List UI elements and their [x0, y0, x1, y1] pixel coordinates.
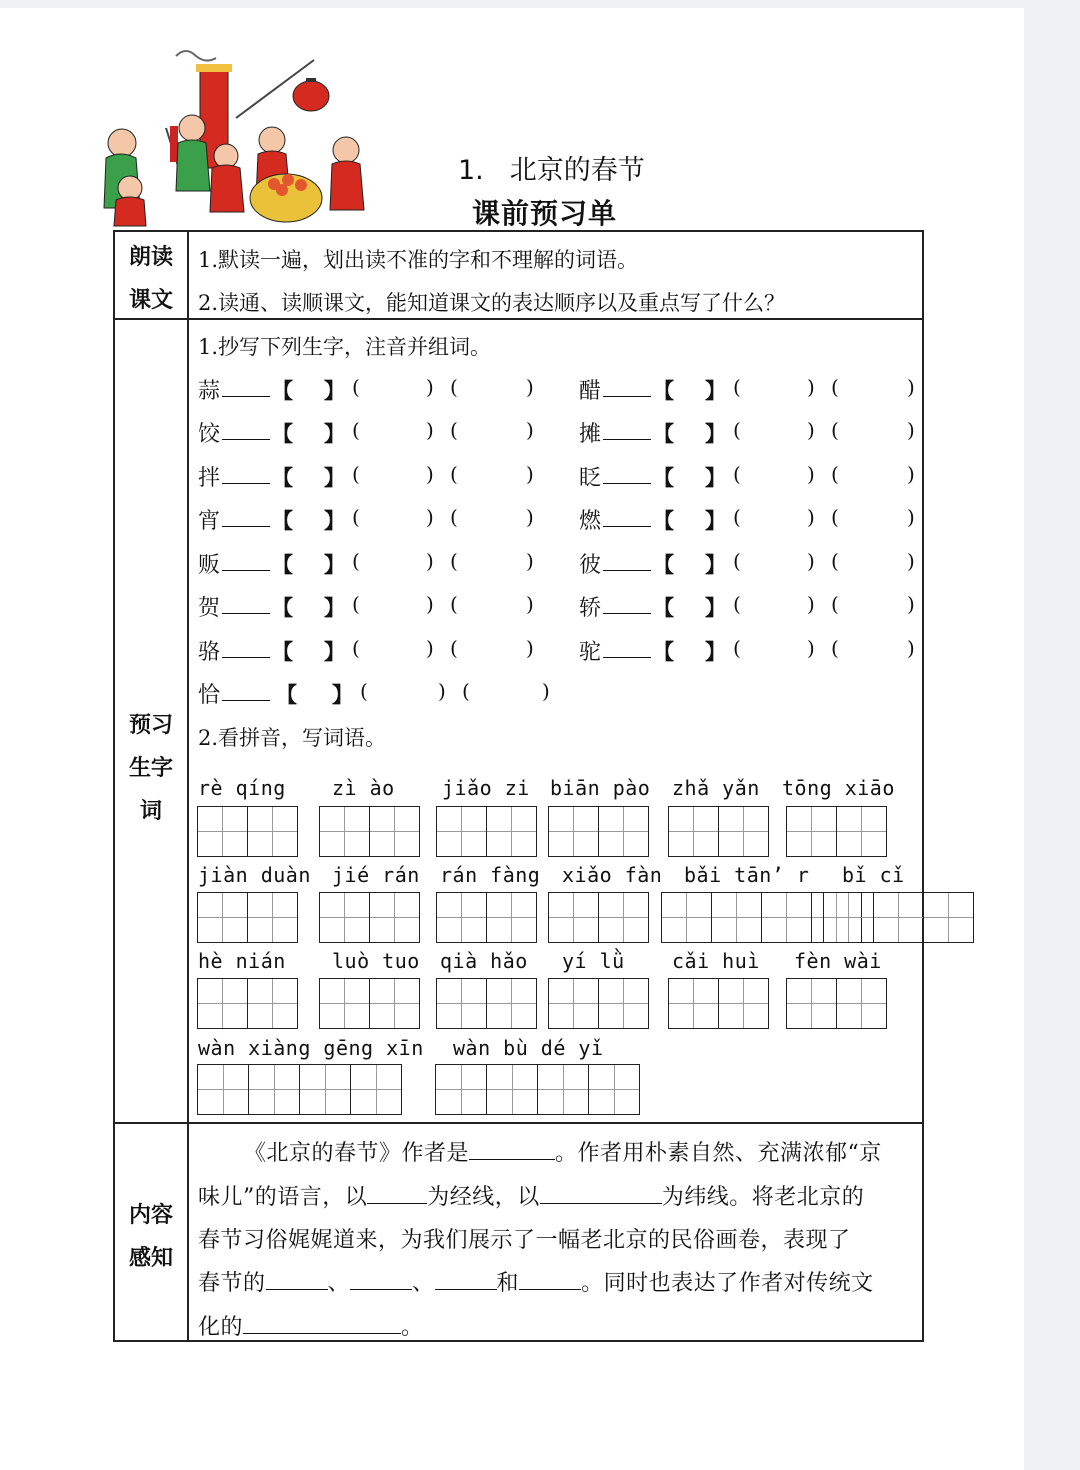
pinyin-prompt: luò tuo — [332, 949, 420, 973]
text-segment: 、 — [327, 1271, 351, 1296]
paren-open: ( — [733, 418, 741, 442]
bracket-close: 】 — [705, 552, 726, 577]
practice-character: 醋 — [579, 379, 602, 404]
bracket-close: 】 — [324, 421, 345, 446]
pinyin-prompt: hè nián — [198, 949, 286, 973]
practice-character: 燃 — [579, 509, 602, 534]
writing-cell[interactable] — [197, 806, 248, 857]
text-segment: 。 — [401, 1315, 424, 1340]
pinyin-blank[interactable] — [603, 439, 651, 440]
answer-blank[interactable] — [435, 1267, 497, 1290]
pinyin-blank[interactable] — [222, 396, 270, 397]
answer-blank[interactable] — [519, 1267, 581, 1290]
paren-close: ) — [907, 592, 915, 616]
content-section-label — [114, 1194, 188, 1280]
paren-open: ( — [831, 375, 839, 399]
pinyin-blank[interactable] — [222, 439, 270, 440]
bracket-close: 】 — [705, 595, 726, 620]
label-line: 感知 — [128, 1246, 173, 1271]
writing-grid[interactable] — [436, 892, 537, 943]
paren-close: ) — [426, 375, 434, 399]
paren-close: ) — [426, 462, 434, 486]
text-segment: 味儿”的语言，以 — [198, 1185, 368, 1210]
text-segment: 化的 — [198, 1315, 244, 1340]
answer-blank-weft[interactable] — [540, 1181, 662, 1204]
bracket-close: 】 — [324, 639, 345, 664]
pinyin-prompt: tōng xiāo — [782, 776, 895, 800]
pinyin-prompt: zì ào — [332, 776, 395, 800]
practice-character: 摊 — [579, 422, 602, 447]
lesson-number: 1. — [458, 155, 484, 186]
bracket-open: 【 — [653, 421, 674, 446]
bracket-open: 【 — [653, 639, 674, 664]
writing-cell[interactable] — [197, 892, 248, 943]
label-line: 预习 — [128, 713, 173, 738]
lesson-title — [458, 148, 645, 187]
reading-item-1: 1.默读一遍，划出读不准的字和不理解的词语。 — [198, 248, 639, 272]
pinyin-blank[interactable] — [222, 483, 270, 484]
practice-character: 恰 — [198, 683, 221, 708]
practice-character: 宵 — [198, 509, 221, 534]
bracket-open: 【 — [272, 639, 293, 664]
writing-cell[interactable] — [197, 1064, 249, 1115]
writing-grid[interactable] — [786, 806, 887, 857]
text-segment: 。同时也表达了作者对传统文 — [581, 1271, 874, 1296]
paren-close: ) — [526, 549, 534, 573]
practice-character: 贺 — [198, 596, 221, 621]
writing-cell[interactable] — [548, 978, 599, 1029]
writing-cell[interactable] — [598, 892, 649, 943]
writing-grid[interactable] — [436, 978, 537, 1029]
paren-open: ( — [450, 549, 458, 573]
writing-cell[interactable] — [486, 892, 537, 943]
writing-grid[interactable] — [197, 1064, 402, 1115]
paren-open: ( — [831, 592, 839, 616]
paren-close: ) — [807, 462, 815, 486]
pinyin-prompt: wàn xiàng gēng xīn — [198, 1036, 424, 1060]
paren-open: ( — [831, 462, 839, 486]
pinyin-prompt: yí lǜ — [562, 949, 625, 973]
writing-cell[interactable] — [836, 978, 887, 1029]
writing-cell[interactable] — [319, 978, 370, 1029]
paren-open: ( — [450, 462, 458, 486]
writing-cell[interactable] — [486, 806, 537, 857]
paren-open: ( — [733, 636, 741, 660]
pinyin-blank[interactable] — [222, 657, 270, 658]
paren-close: ) — [907, 418, 915, 442]
content-line-1 — [198, 1136, 882, 1167]
paren-close: ) — [907, 636, 915, 660]
paren-open: ( — [462, 679, 470, 703]
writing-cell[interactable] — [548, 892, 599, 943]
bracket-open: 【 — [272, 595, 293, 620]
writing-cell[interactable] — [436, 892, 487, 943]
paren-open: ( — [450, 418, 458, 442]
writing-cell[interactable] — [668, 978, 719, 1029]
bracket-close: 】 — [324, 465, 345, 490]
writing-cell[interactable] — [873, 892, 924, 943]
pinyin-blank[interactable] — [603, 570, 651, 571]
writing-cell[interactable] — [247, 892, 298, 943]
paren-open: ( — [831, 418, 839, 442]
label-line: 词 — [139, 799, 162, 824]
bracket-open: 【 — [653, 552, 674, 577]
paren-open: ( — [831, 549, 839, 573]
paren-close: ) — [907, 375, 915, 399]
paren-close: ) — [807, 418, 815, 442]
bracket-open: 【 — [272, 421, 293, 446]
bracket-open: 【 — [276, 682, 297, 707]
paren-open: ( — [352, 505, 360, 529]
writing-grid[interactable] — [319, 806, 420, 857]
pinyin-blank[interactable] — [222, 700, 270, 701]
writing-cell[interactable] — [436, 806, 487, 857]
paren-close: ) — [526, 375, 534, 399]
writing-cell[interactable] — [369, 806, 420, 857]
bracket-close: 】 — [705, 421, 726, 446]
paren-close: ) — [426, 549, 434, 573]
pinyin-prompt: xiǎo fàn — [562, 863, 663, 887]
paren-open: ( — [450, 636, 458, 660]
pinyin-prompt: biān pào — [550, 776, 651, 800]
bracket-open: 【 — [272, 378, 293, 403]
table-border-right — [922, 230, 924, 1342]
writing-cell[interactable] — [718, 978, 769, 1029]
writing-cell[interactable] — [486, 1064, 538, 1115]
writing-grid[interactable] — [435, 1064, 640, 1115]
writing-cell[interactable] — [369, 892, 420, 943]
bracket-close: 】 — [332, 682, 353, 707]
writing-cell[interactable] — [369, 978, 420, 1029]
paren-open: ( — [450, 375, 458, 399]
pinyin-prompt: zhǎ yǎn — [672, 776, 760, 800]
bracket-close: 】 — [705, 378, 726, 403]
practice-character: 拌 — [198, 466, 221, 491]
worksheet-page — [0, 8, 1024, 1470]
practice-character: 贩 — [198, 553, 221, 578]
label-line: 生字 — [128, 756, 173, 781]
writing-cell[interactable] — [248, 1064, 300, 1115]
writing-grid[interactable] — [823, 892, 974, 943]
paren-close: ) — [526, 418, 534, 442]
pinyin-prompt: wàn bù dé yǐ — [453, 1036, 604, 1060]
content-line-4 — [198, 1266, 874, 1297]
bracket-close: 】 — [705, 465, 726, 490]
text-segment: 为纬线。将老北京的 — [661, 1185, 865, 1210]
writing-grid[interactable] — [786, 978, 887, 1029]
paren-close: ) — [526, 462, 534, 486]
writing-grid[interactable] — [197, 978, 298, 1029]
content-line-3 — [198, 1223, 851, 1254]
pinyin-blank[interactable] — [603, 483, 651, 484]
paren-close: ) — [426, 592, 434, 616]
reading-section-label — [114, 236, 188, 322]
vocab-section-label — [114, 704, 188, 833]
pinyin-prompt: jié rán — [332, 863, 420, 887]
paren-open: ( — [450, 505, 458, 529]
paren-close: ) — [807, 636, 815, 660]
writing-cell[interactable] — [718, 806, 769, 857]
paren-open: ( — [352, 375, 360, 399]
writing-cell[interactable] — [319, 892, 370, 943]
lesson-title-text: 北京的春节 — [509, 155, 645, 186]
answer-blank-author[interactable] — [469, 1137, 555, 1160]
paren-open: ( — [450, 592, 458, 616]
paren-close: ) — [426, 418, 434, 442]
paren-open: ( — [733, 375, 741, 399]
paren-close: ) — [426, 636, 434, 660]
writing-grid[interactable] — [436, 806, 537, 857]
paren-open: ( — [352, 592, 360, 616]
bracket-close: 】 — [324, 552, 345, 577]
pinyin-prompt: jiàn duàn — [198, 863, 311, 887]
writing-cell[interactable] — [786, 978, 837, 1029]
pinyin-blank[interactable] — [222, 570, 270, 571]
writing-cell[interactable] — [197, 978, 248, 1029]
label-line: 内容 — [128, 1203, 173, 1228]
bracket-open: 【 — [272, 552, 293, 577]
pinyin-blank[interactable] — [603, 657, 651, 658]
practice-character: 眨 — [579, 466, 602, 491]
writing-cell[interactable] — [588, 1064, 640, 1115]
writing-cell[interactable] — [711, 892, 762, 943]
writing-grid[interactable] — [319, 892, 420, 943]
writing-cell[interactable] — [823, 892, 874, 943]
paren-open: ( — [733, 505, 741, 529]
paren-close: ) — [907, 462, 915, 486]
label-line: 课文 — [128, 288, 173, 313]
pinyin-prompt: jiǎo zi — [442, 776, 530, 800]
pinyin-prompt: rè qíng — [198, 776, 286, 800]
writing-cell[interactable] — [786, 806, 837, 857]
writing-cell[interactable] — [668, 806, 719, 857]
bracket-open: 【 — [272, 508, 293, 533]
paren-close: ) — [807, 592, 815, 616]
content-line-2 — [198, 1180, 864, 1211]
worksheet-subtitle: 课前预习单 — [472, 197, 618, 230]
pinyin-prompt: cǎi huì — [672, 949, 760, 973]
text-segment: 《北京的春节》作者是 — [244, 1141, 470, 1166]
writing-cell[interactable] — [319, 806, 370, 857]
writing-cell[interactable] — [299, 1064, 351, 1115]
content-line-5 — [198, 1310, 424, 1341]
writing-cell[interactable] — [598, 978, 649, 1029]
paren-close: ) — [426, 505, 434, 529]
text-segment: 和 — [496, 1271, 520, 1296]
pinyin-blank[interactable] — [222, 526, 270, 527]
table-border-top — [113, 230, 924, 232]
paren-open: ( — [360, 679, 368, 703]
text-segment: 为经线，以 — [427, 1185, 540, 1210]
pinyin-prompt: qià hǎo — [440, 949, 528, 973]
paren-close: ) — [907, 549, 915, 573]
pinyin-blank[interactable] — [603, 526, 651, 527]
pinyin-blank[interactable] — [603, 396, 651, 397]
practice-character: 蒜 — [198, 379, 221, 404]
writing-grid[interactable] — [668, 806, 769, 857]
bracket-open: 【 — [653, 465, 674, 490]
bracket-close: 】 — [705, 508, 726, 533]
writing-cell[interactable] — [548, 806, 599, 857]
table-row-divider — [113, 1122, 924, 1124]
practice-character: 骆 — [198, 640, 221, 665]
practice-character: 轿 — [579, 596, 602, 621]
paren-close: ) — [526, 636, 534, 660]
text-segment: 春节习俗娓娓道来，为我们展示了一幅老北京的民俗画卷，表现了 — [198, 1228, 851, 1253]
paren-open: ( — [733, 462, 741, 486]
writing-grid[interactable] — [548, 892, 649, 943]
paren-close: ) — [907, 505, 915, 529]
pinyin-prompt: bǐ cǐ — [842, 863, 905, 887]
writing-grid[interactable] — [668, 978, 769, 1029]
label-line: 朗读 — [128, 245, 173, 270]
bracket-open: 【 — [272, 465, 293, 490]
practice-character: 彼 — [579, 553, 602, 578]
pinyin-prompt: fèn wài — [794, 949, 882, 973]
bracket-close: 】 — [705, 639, 726, 664]
paren-open: ( — [733, 549, 741, 573]
practice-character: 驼 — [579, 640, 602, 665]
paren-open: ( — [831, 505, 839, 529]
table-row-divider — [113, 318, 924, 320]
bracket-close: 】 — [324, 508, 345, 533]
bracket-open: 【 — [653, 508, 674, 533]
pinyin-blank[interactable] — [222, 613, 270, 614]
writing-cell[interactable] — [923, 892, 974, 943]
paren-open: ( — [352, 418, 360, 442]
bracket-close: 】 — [324, 378, 345, 403]
paren-open: ( — [352, 636, 360, 660]
answer-blank[interactable] — [266, 1267, 328, 1290]
writing-cell[interactable] — [537, 1064, 589, 1115]
paren-open: ( — [831, 636, 839, 660]
writing-grid[interactable] — [197, 806, 298, 857]
paren-close: ) — [807, 505, 815, 529]
bracket-open: 【 — [653, 595, 674, 620]
paren-close: ) — [807, 375, 815, 399]
bracket-close: 】 — [324, 595, 345, 620]
paren-close: ) — [438, 679, 446, 703]
pinyin-blank[interactable] — [603, 613, 651, 614]
writing-grid[interactable] — [319, 978, 420, 1029]
writing-cell[interactable] — [761, 892, 812, 943]
text-segment: 、 — [412, 1271, 435, 1296]
writing-cell[interactable] — [247, 978, 298, 1029]
paren-close: ) — [542, 679, 550, 703]
writing-cell[interactable] — [435, 1064, 487, 1115]
paren-close: ) — [526, 592, 534, 616]
writing-grid[interactable] — [197, 892, 298, 943]
writing-cell[interactable] — [350, 1064, 402, 1115]
bracket-open: 【 — [653, 378, 674, 403]
paren-close: ) — [526, 505, 534, 529]
pinyin-prompt: rán fàng — [440, 863, 541, 887]
reading-item-2: 2.读通、读顺课文，能知道课文的表达顺序以及重点写了什么？ — [198, 291, 786, 315]
writing-cell[interactable] — [661, 892, 712, 943]
writing-grid[interactable] — [548, 978, 649, 1029]
paren-open: ( — [352, 549, 360, 573]
paren-open: ( — [733, 592, 741, 616]
writing-cell[interactable] — [486, 978, 537, 1029]
vocab-task-1: 1.抄写下列生字，注音并组词。 — [198, 335, 492, 359]
paren-open: ( — [352, 462, 360, 486]
answer-blank-feeling[interactable] — [243, 1311, 401, 1334]
writing-grid[interactable] — [548, 806, 649, 857]
paren-close: ) — [807, 549, 815, 573]
festival-illustration — [96, 48, 366, 228]
practice-character: 饺 — [198, 422, 221, 447]
answer-blank-warp[interactable] — [367, 1181, 427, 1204]
writing-cell[interactable] — [247, 806, 298, 857]
writing-cell[interactable] — [598, 806, 649, 857]
writing-cell[interactable] — [836, 806, 887, 857]
vocab-task-2: 2.看拼音，写词语。 — [198, 726, 387, 750]
pinyin-prompt: bǎi tān’ r — [684, 863, 810, 887]
text-segment: 春节的 — [198, 1271, 266, 1296]
text-segment: 。作者用朴素自然、充满浓郁“京 — [555, 1141, 882, 1166]
writing-cell[interactable] — [436, 978, 487, 1029]
answer-blank[interactable] — [350, 1267, 412, 1290]
